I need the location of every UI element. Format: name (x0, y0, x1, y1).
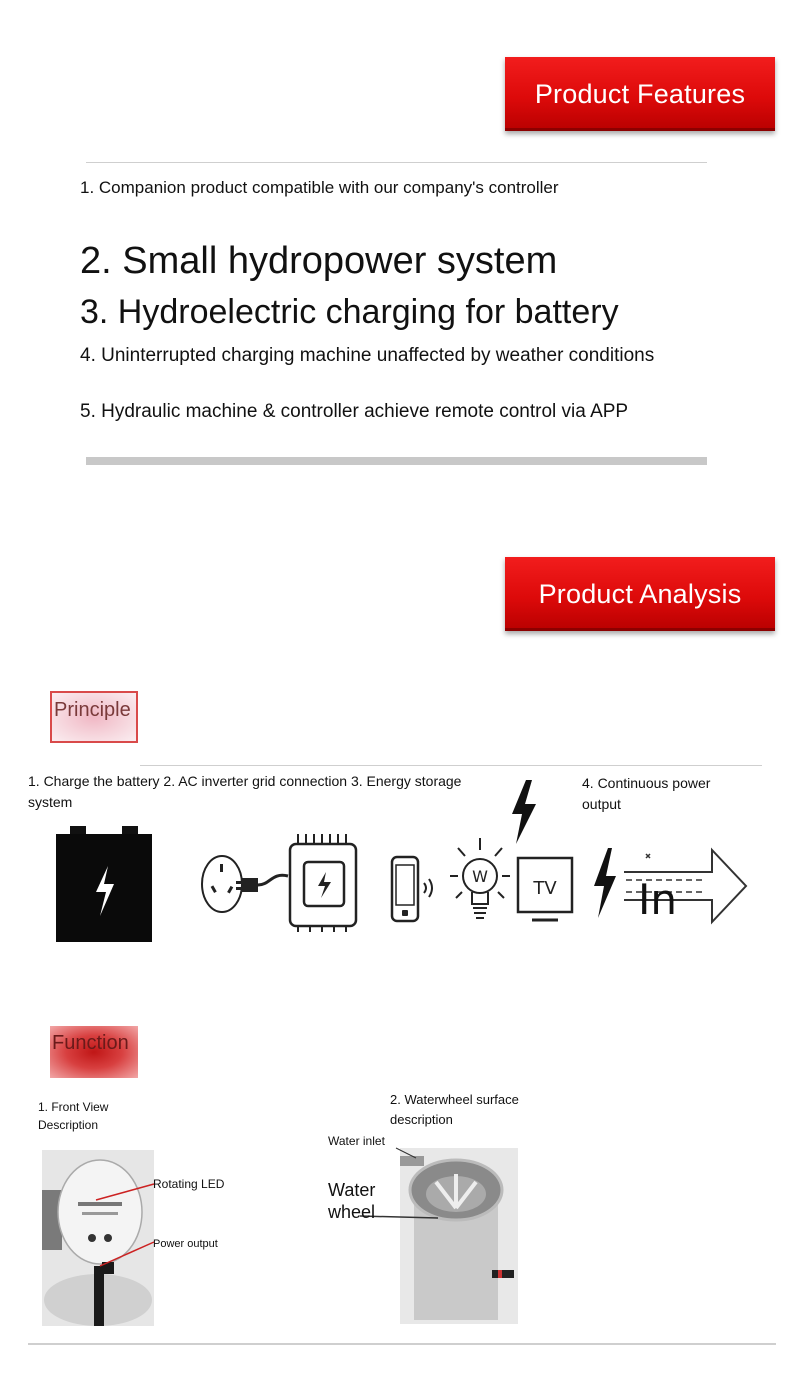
tv-label: TV (533, 878, 557, 899)
feature-item-5: 5. Hydraulic machine & controller achieve remote control via APP (80, 401, 629, 422)
rotating-led-label: Rotating LED (153, 1177, 225, 1191)
product-analysis-banner (505, 557, 775, 631)
battery-icon (56, 826, 152, 942)
front-callout-lines (96, 1180, 156, 1270)
principle-text-left: 1. Charge the battery 2. AC inverter grid connection 3. Energy storage system (28, 773, 462, 810)
tv-icon (516, 856, 574, 926)
divider-features-bottom (86, 457, 707, 465)
front-view-caption: 1. Front View Description (38, 1100, 109, 1132)
power-output-label: Power output (153, 1238, 218, 1250)
water-wheel-label: Water wheel (328, 1180, 376, 1222)
waterwheel-caption: 2. Waterwheel surface description (390, 1092, 519, 1127)
feature-item-4: 4. Uninterrupted charging machine unaffected by weather conditions (80, 345, 655, 366)
product-analysis-title: Product Analysis (538, 578, 742, 609)
function-tag-label: Function (52, 1032, 129, 1054)
feature-item-1: 1. Companion product compatible with our company's controller (80, 178, 559, 197)
lightning-output-icon (590, 848, 618, 918)
arrow-label: In (638, 875, 678, 924)
function-tag (50, 1026, 138, 1078)
product-features-title: Product Features (534, 78, 746, 109)
output-arrow-icon (620, 846, 750, 926)
divider-bottom (28, 1343, 776, 1345)
principle-tag-label: Principle (54, 699, 131, 721)
feature-item-2: 2. Small hydropower system (80, 240, 558, 282)
principle-tag (50, 691, 138, 743)
principle-text-right: 4. Continuous power output (582, 775, 711, 812)
lightning-icon (508, 780, 538, 844)
inverter-icon (200, 832, 360, 932)
divider-principle (140, 765, 762, 766)
product-features-banner (505, 57, 775, 131)
bulb-label: W (472, 867, 488, 886)
light-bulb-icon (448, 836, 512, 936)
water-inlet-label: Water inlet (328, 1134, 385, 1148)
feature-item-3: 3. Hydroelectric charging for battery (80, 293, 619, 331)
divider-top (86, 162, 707, 163)
phone-icon (390, 855, 440, 923)
